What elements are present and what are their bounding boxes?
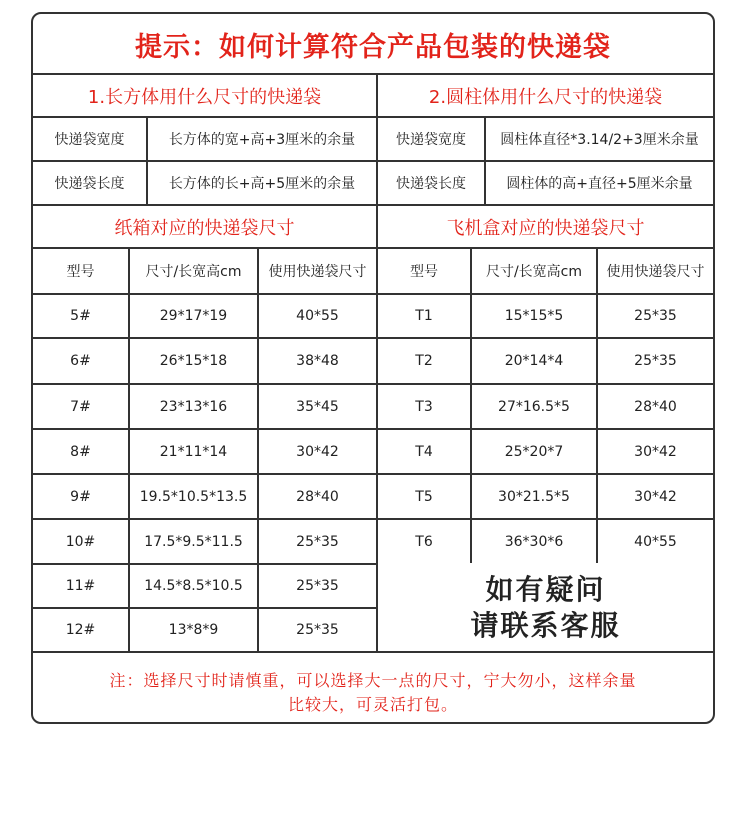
carton-table-cell: 10# [65, 533, 96, 550]
carton-table-cell: 26*15*18 [159, 353, 228, 369]
carton-table-cell: 25*35 [296, 622, 339, 638]
cylinder-formula-value: 圆柱体的高+直径+5厘米余量 [506, 176, 693, 192]
carton-column-header: 尺寸/长宽高cm [145, 264, 242, 280]
mailer-box-table-cell: 15*15*5 [504, 308, 564, 324]
cuboid-formula-value: 长方体的宽+高+3厘米的余量 [168, 132, 356, 148]
mailer-box-table-cell: 36*30*6 [504, 533, 564, 550]
carton-table-cell: 5# [70, 308, 91, 324]
contact-line-2: 请联系客服 [470, 609, 621, 642]
carton-table-cell: 25*35 [296, 533, 339, 550]
mailer-box-table-cell: 25*35 [634, 353, 677, 369]
carton-table-cell: 40*55 [296, 308, 339, 324]
carton-table-cell: 13*8*9 [168, 622, 219, 638]
contact-line-1: 如有疑问 [485, 573, 606, 606]
section-heading-cylinder: 2.圆柱体用什么尺寸的快递袋 [428, 86, 663, 108]
cuboid-formula-label: 快递袋长度 [54, 176, 125, 192]
section-heading-cuboid: 1.长方体用什么尺寸的快递袋 [87, 86, 322, 108]
cylinder-formula-label: 快递袋长度 [396, 176, 466, 192]
carton-table-cell: 21*11*14 [159, 443, 228, 460]
mailer-box-table-cell: T1 [415, 308, 433, 324]
mailer-box-table-cell: 25*35 [634, 308, 677, 324]
carton-table-cell: 7# [70, 398, 91, 415]
carton-table-cell: 17.5*9.5*11.5 [144, 533, 243, 550]
carton-column-header: 使用快递袋尺寸 [268, 264, 367, 280]
mailer-box-table-heading: 飞机盒对应的快递袋尺寸 [446, 217, 645, 239]
carton-table-cell: 6# [70, 353, 91, 369]
carton-table-cell: 11# [65, 578, 96, 594]
carton-table-cell: 12# [65, 622, 96, 638]
note-text [33, 663, 713, 723]
mailer-box-column-header: 尺寸/长宽高cm [485, 264, 583, 280]
mailer-box-table-cell: 30*21.5*5 [498, 488, 570, 505]
mailer-box-column-header: 型号 [410, 264, 438, 280]
carton-table-cell: 8# [70, 443, 91, 460]
mailer-box-table-cell: 40*55 [634, 533, 677, 550]
mailer-box-table-cell: T6 [415, 533, 433, 550]
cylinder-formula-label: 快递袋宽度 [396, 132, 466, 148]
carton-table-cell: 38*48 [296, 353, 339, 369]
mailer-box-table-cell: 20*14*4 [504, 353, 564, 369]
cuboid-formula-label: 快递袋宽度 [54, 132, 125, 148]
carton-table-cell: 29*17*19 [159, 308, 228, 324]
mailer-box-table-cell: 25*20*7 [504, 443, 564, 460]
mailer-box-table-cell: 30*42 [634, 443, 677, 460]
carton-table-cell: 30*42 [296, 443, 339, 460]
carton-table-heading: 纸箱对应的快递袋尺寸 [114, 217, 295, 239]
carton-table-cell: 9# [70, 488, 91, 505]
mailer-box-table-cell: T3 [415, 398, 433, 415]
mailer-box-table-cell: T4 [415, 443, 433, 460]
note-line-2: 比较大，可灵活打包。 [287, 695, 458, 714]
mailer-box-table-cell: 28*40 [634, 398, 677, 415]
size-guide-card [31, 12, 715, 724]
cuboid-formula-value: 长方体的长+高+5厘米的余量 [168, 176, 356, 192]
carton-table-cell: 19.5*10.5*13.5 [139, 488, 248, 505]
carton-table-cell: 14.5*8.5*10.5 [144, 578, 243, 594]
divider [33, 651, 713, 653]
mailer-box-table-cell: T2 [415, 353, 433, 369]
mailer-box-table-cell: 30*42 [634, 488, 677, 505]
mailer-box-table-cell: T5 [415, 488, 433, 505]
carton-table-cell: 25*35 [296, 578, 339, 594]
cylinder-formula-value: 圆柱体直径*3.14/2+3厘米余量 [500, 132, 699, 148]
carton-table-cell: 28*40 [296, 488, 339, 505]
carton-table-cell: 35*45 [296, 398, 339, 415]
mailer-box-table-cell: 27*16.5*5 [498, 398, 570, 415]
page-title: 提示：如何计算符合产品包装的快递袋 [135, 31, 611, 63]
carton-column-header: 型号 [66, 264, 95, 280]
note-line-1: 注：选择尺寸时请慎重，可以选择大一点的尺寸，宁大勿小，这样余量 [109, 671, 637, 690]
contact-customer-service [378, 565, 713, 651]
mailer-box-column-header: 使用快递袋尺寸 [606, 264, 705, 280]
carton-table-cell: 23*13*16 [159, 398, 228, 415]
